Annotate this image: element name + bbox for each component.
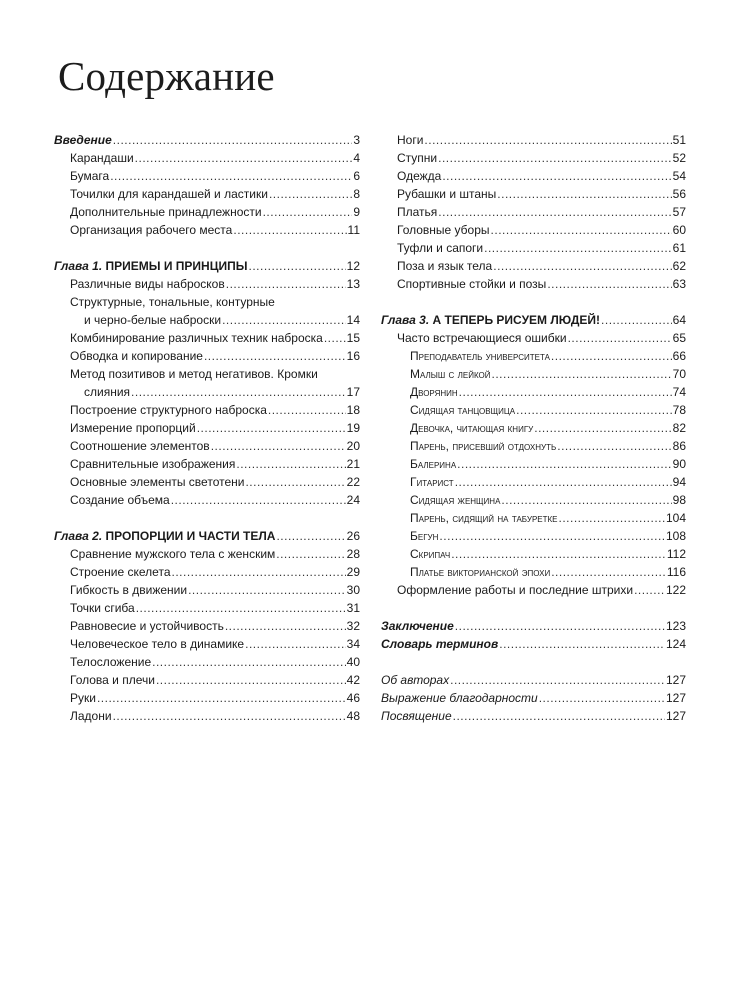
toc-entry-label: Сравнение мужского тела с женским (70, 547, 276, 561)
toc-chapter-heading (54, 257, 247, 275)
toc-entry-label: Скрипач (410, 547, 451, 561)
dot-leader (499, 635, 665, 653)
dot-leader (113, 131, 353, 149)
toc-page-number: 104 (665, 511, 686, 525)
toc-entry-label: Ступни (397, 151, 438, 165)
toc-page-number: 123 (665, 619, 686, 633)
toc-entry-label: Об авторах (381, 673, 450, 687)
toc-entry-label: Парень, сидящий на табуретке (410, 511, 558, 525)
toc-page-number: 8 (353, 187, 360, 201)
toc-entry-label: Руки (70, 691, 96, 705)
toc-entry-label: Часто встречающиеся ошибки (397, 331, 567, 345)
toc-page-number: 127 (665, 691, 686, 705)
toc-page-number: 30 (346, 583, 360, 597)
toc-entry-label-line2: и черно-белые наброски (84, 313, 222, 327)
dot-leader (451, 545, 666, 563)
toc-page-number: 62 (672, 259, 686, 273)
dot-leader (236, 455, 345, 473)
page-title: Содержание (58, 53, 275, 99)
dot-leader (559, 509, 665, 527)
dot-leader (152, 653, 346, 671)
toc-entry-label: Телосложение (70, 655, 152, 669)
dot-leader (438, 203, 671, 221)
dot-leader (442, 167, 671, 185)
toc-entry[interactable] (54, 329, 360, 347)
dot-leader (110, 167, 352, 185)
toc-entry[interactable] (381, 131, 686, 149)
toc-entry-label-line1: Структурные, тональные, контурные (70, 295, 275, 309)
toc-entry[interactable] (381, 329, 686, 347)
toc-entry-label: Карандаши (70, 151, 134, 165)
toc-page-number: 65 (672, 331, 686, 345)
dot-leader (211, 437, 346, 455)
toc-entry-label: Сидящая танцовщица (410, 403, 516, 417)
toc-entry-chapter-3[interactable] (381, 311, 686, 329)
toc-page-number: 13 (346, 277, 360, 291)
toc-entry-label: Основные элементы светотени (70, 475, 245, 489)
toc-subentry[interactable] (381, 563, 686, 581)
toc-column-right (381, 131, 686, 725)
toc-entry[interactable] (54, 185, 360, 203)
toc-entry-dedication[interactable] (381, 707, 686, 725)
dot-leader (204, 347, 346, 365)
toc-entry-label: Различные виды набросков (70, 277, 225, 291)
dot-leader (497, 185, 671, 203)
dot-leader (233, 221, 346, 239)
toc-entry[interactable] (381, 185, 686, 203)
toc-entry[interactable] (381, 581, 686, 599)
toc-entry-label: Голова и плечи (70, 673, 155, 687)
toc-page-number: 66 (672, 349, 686, 363)
toc-subentry[interactable] (381, 473, 686, 491)
toc-entry[interactable] (54, 635, 360, 653)
spacer (381, 653, 686, 671)
toc-entry-label: Балерина (410, 457, 457, 471)
dot-leader (156, 671, 346, 689)
chapter-number: Глава 1. (54, 259, 103, 273)
dot-leader (493, 257, 671, 275)
toc-page-number: 42 (346, 673, 360, 687)
dot-leader (516, 401, 672, 419)
toc-page-number: 40 (346, 655, 360, 669)
toc-entry[interactable] (381, 239, 686, 257)
toc-entry[interactable] (54, 221, 360, 239)
dot-leader (501, 491, 671, 509)
toc-entry-label: Малыш с лейкой (410, 367, 491, 381)
dot-leader (492, 365, 672, 383)
toc-entry-label: Выражение благодарности (381, 691, 538, 705)
dot-leader (455, 473, 672, 491)
chapter-title: ПРОПОРЦИИ И ЧАСТИ ТЕЛА (105, 529, 276, 543)
toc-page-number: 127 (665, 673, 686, 687)
toc-chapter-heading (54, 527, 275, 545)
toc-entry-label: Одежда (397, 169, 442, 183)
toc-entry-label-line2: слияния (84, 385, 131, 399)
toc-entry-line2 (70, 383, 360, 401)
toc-entry-label: Гибкость в движении (70, 583, 188, 597)
toc-subentry[interactable] (381, 365, 686, 383)
toc-entry-label: Соотношение элементов (70, 439, 210, 453)
toc-page-number: 19 (346, 421, 360, 435)
toc-page-number: 116 (666, 565, 686, 579)
dot-leader (171, 491, 346, 509)
toc-page-number: 51 (672, 133, 686, 147)
toc-entry-label: Человеческое тело в динамике (70, 637, 245, 651)
toc-page-number: 54 (672, 169, 686, 183)
toc-entry[interactable] (54, 419, 360, 437)
chapter-title: А ТЕПЕРЬ РИСУЕМ ЛЮДЕЙ! (432, 313, 601, 327)
toc-entry[interactable] (54, 437, 360, 455)
toc-entry-label: Бумага (70, 169, 110, 183)
dot-leader (539, 689, 665, 707)
toc-entry[interactable] (54, 671, 360, 689)
toc-entry[interactable] (381, 149, 686, 167)
toc-subentry[interactable] (381, 401, 686, 419)
toc-subentry[interactable] (381, 383, 686, 401)
toc-entry-conclusion[interactable] (381, 617, 686, 635)
dot-leader (491, 221, 672, 239)
toc-page-number: 34 (346, 637, 360, 651)
toc-page-number: 17 (346, 385, 360, 399)
toc-page-number: 52 (672, 151, 686, 165)
dot-leader (324, 329, 346, 347)
toc-page-number: 56 (672, 187, 686, 201)
dot-leader (557, 437, 671, 455)
toc-entry-multiline[interactable] (54, 293, 360, 329)
toc-subentry[interactable] (381, 437, 686, 455)
toc-page-number: 9 (353, 205, 360, 219)
toc-page-number: 11 (347, 223, 360, 237)
chapter-number: Глава 2. (54, 529, 103, 543)
toc-subentry[interactable] (381, 419, 686, 437)
toc-entry-label: Посвящение (381, 709, 452, 723)
dot-leader (634, 581, 665, 599)
toc-entry-label: Словарь терминов (381, 637, 499, 651)
toc-page-number: 21 (346, 457, 360, 471)
toc-page-number: 28 (346, 547, 360, 561)
toc-entry-label: Парень, присевший отдохнуть (410, 439, 557, 453)
toc-entry-label: Точки сгиба (70, 601, 135, 615)
toc-subentry[interactable] (381, 527, 686, 545)
toc-subentry[interactable] (381, 491, 686, 509)
toc-entry-label-line1: Метод позитивов и метод негативов. Кромки (70, 367, 318, 381)
toc-entry[interactable] (54, 599, 360, 617)
dot-leader (222, 311, 346, 329)
dot-leader (547, 275, 671, 293)
dot-leader (113, 707, 346, 725)
toc-entry-label: Платья (397, 205, 438, 219)
toc-entry[interactable] (54, 401, 360, 419)
dot-leader (269, 185, 352, 203)
toc-page-number: 82 (672, 421, 686, 435)
toc-entry-label: Сидящая женщина (410, 493, 501, 507)
toc-page-number: 29 (346, 565, 360, 579)
toc-entry-about-authors[interactable] (381, 671, 686, 689)
toc-subentry[interactable] (381, 455, 686, 473)
toc-entry[interactable] (381, 257, 686, 275)
toc-entry-label: Платье викторианской эпохи (410, 565, 551, 579)
toc-entry[interactable] (381, 167, 686, 185)
dot-leader (438, 149, 672, 167)
spacer (381, 293, 686, 311)
toc-page-number: 24 (346, 493, 360, 507)
toc-page-number: 78 (672, 403, 686, 417)
toc-entry-label: Построение структурного наброска (70, 403, 267, 417)
toc-page-number: 98 (672, 493, 686, 507)
dot-leader (172, 563, 346, 581)
dot-leader (263, 203, 353, 221)
dot-leader (276, 545, 345, 563)
toc-page-number: 12 (346, 259, 360, 273)
toc-subentry[interactable] (381, 509, 686, 527)
toc-entry-label: Девочка, читающая книгу (410, 421, 534, 435)
toc-page-number: 48 (346, 709, 360, 723)
dot-leader (197, 419, 346, 437)
toc-entry-label: Рубашки и штаны (397, 187, 497, 201)
toc-entry[interactable] (381, 203, 686, 221)
toc-entry-label: Оформление работы и последние штрихи (397, 583, 634, 597)
toc-entry-label: Поза и язык тела (397, 259, 493, 273)
toc-page-number: 57 (672, 205, 686, 219)
toc-entry[interactable] (381, 221, 686, 239)
toc-entry-label: Ноги (397, 133, 424, 147)
toc-entry-label: Комбинирование различных техник наброска (70, 331, 323, 345)
dot-leader (534, 419, 671, 437)
toc-entry[interactable] (54, 707, 360, 725)
dot-leader (136, 599, 346, 617)
toc-entry-glossary[interactable] (381, 635, 686, 653)
toc-page-number: 18 (346, 403, 360, 417)
dot-leader (551, 563, 666, 581)
dot-leader (268, 401, 346, 419)
toc-page-number: 15 (346, 331, 360, 345)
toc-page-number: 3 (353, 133, 360, 147)
toc-entry-label: Головные уборы (397, 223, 490, 237)
toc-entry-label: Измерение пропорций (70, 421, 196, 435)
toc-entry[interactable] (54, 689, 360, 707)
toc-subentry[interactable] (381, 347, 686, 365)
toc-entry[interactable] (54, 275, 360, 293)
spacer (54, 509, 360, 527)
toc-page-number: 31 (346, 601, 360, 615)
toc-entry[interactable] (54, 563, 360, 581)
toc-page-number: 60 (672, 223, 686, 237)
chapter-number: Глава 3. (381, 313, 430, 327)
toc-page-number: 74 (672, 385, 686, 399)
toc-entry-label: Преподаватель университета (410, 349, 550, 363)
dot-leader (225, 617, 346, 635)
toc-page-number: 86 (672, 439, 686, 453)
toc-entry[interactable] (54, 167, 360, 185)
toc-entry-label: Дополнительные принадлежности (70, 205, 262, 219)
dot-leader (188, 581, 346, 599)
toc-page-number: 22 (346, 475, 360, 489)
toc-entry-label: Организация рабочего места (70, 223, 233, 237)
toc-entry-label: Спортивные стойки и позы (397, 277, 547, 291)
toc-entry-label: Туфли и сапоги (397, 241, 484, 255)
toc-entry-multiline[interactable] (54, 365, 360, 401)
toc-entry[interactable] (54, 491, 360, 509)
dot-leader (551, 347, 672, 365)
dot-leader (439, 527, 665, 545)
toc-page-number: 26 (346, 529, 360, 543)
dot-leader (455, 617, 665, 635)
toc-column-left (54, 131, 360, 725)
toc-page-number: 32 (346, 619, 360, 633)
toc-page-number: 64 (672, 313, 686, 327)
toc-entry[interactable] (54, 617, 360, 635)
toc-entry[interactable] (54, 347, 360, 365)
dot-leader (245, 473, 345, 491)
toc-entry[interactable] (54, 653, 360, 671)
toc-page-number: 122 (665, 583, 686, 597)
dot-leader (601, 311, 672, 329)
toc-entry-label: Строение скелета (70, 565, 171, 579)
toc-entry-label: Точилки для карандашей и ластики (70, 187, 268, 201)
toc-entry-line2 (70, 311, 360, 329)
toc-page-number: 61 (672, 241, 686, 255)
dot-leader (457, 455, 671, 473)
spacer (381, 599, 686, 617)
toc-page-number: 16 (346, 349, 360, 363)
toc-page-number: 63 (672, 277, 686, 291)
dot-leader (248, 257, 345, 275)
toc-page-number: 4 (353, 151, 360, 165)
toc-entry[interactable] (54, 473, 360, 491)
toc-page-number: 108 (665, 529, 686, 543)
dot-leader (424, 131, 671, 149)
dot-leader (226, 275, 346, 293)
toc-entry-intro[interactable] (54, 131, 360, 149)
toc-entry-label: Гитарист (410, 475, 454, 489)
toc-entry[interactable] (54, 545, 360, 563)
toc-entry[interactable] (54, 581, 360, 599)
toc-entry-label: Создание объема (70, 493, 170, 507)
toc-entry[interactable] (54, 149, 360, 167)
toc-entry-chapter-2[interactable] (54, 527, 360, 545)
spacer (54, 239, 360, 257)
toc-page-number: 6 (353, 169, 360, 183)
dot-leader (135, 149, 353, 167)
toc-page-number: 112 (666, 547, 686, 561)
chapter-title: ПРИЕМЫ И ПРИНЦИПЫ (105, 259, 248, 273)
dot-leader (450, 671, 665, 689)
dot-leader (245, 635, 346, 653)
toc-entry[interactable] (381, 275, 686, 293)
toc-entry-chapter-1[interactable] (54, 257, 360, 275)
dot-leader (453, 707, 665, 725)
toc-entry-label: Сравнительные изображения (70, 457, 236, 471)
toc-page-number: 70 (672, 367, 686, 381)
toc-page-number: 20 (346, 439, 360, 453)
toc-entry-label: Ладони (70, 709, 112, 723)
toc-entry-label: Равновесие и устойчивость (70, 619, 224, 633)
dot-leader (484, 239, 672, 257)
toc-subentry[interactable] (381, 545, 686, 563)
toc-entry-acknowledgements[interactable] (381, 689, 686, 707)
toc-chapter-heading (381, 311, 600, 329)
toc-entry-label: Бегун (410, 529, 439, 543)
dot-leader (131, 383, 346, 401)
toc-page-number: 94 (672, 475, 686, 489)
toc-entry[interactable] (54, 455, 360, 473)
toc-page-number: 127 (665, 709, 686, 723)
toc-entry-label: Заключение (381, 619, 454, 633)
dot-leader (276, 527, 345, 545)
toc-entry-label: Дворянин (410, 385, 458, 399)
toc-page-number: 124 (665, 637, 686, 651)
toc-entry[interactable] (54, 203, 360, 221)
toc-entry-label: Введение (54, 133, 112, 147)
dot-leader (97, 689, 346, 707)
toc-page-number: 14 (346, 313, 360, 327)
toc-entry-label: Обводка и копирование (70, 349, 203, 363)
dot-leader (568, 329, 672, 347)
dot-leader (459, 383, 672, 401)
toc-page-number: 90 (672, 457, 686, 471)
toc-page-number: 46 (346, 691, 360, 705)
